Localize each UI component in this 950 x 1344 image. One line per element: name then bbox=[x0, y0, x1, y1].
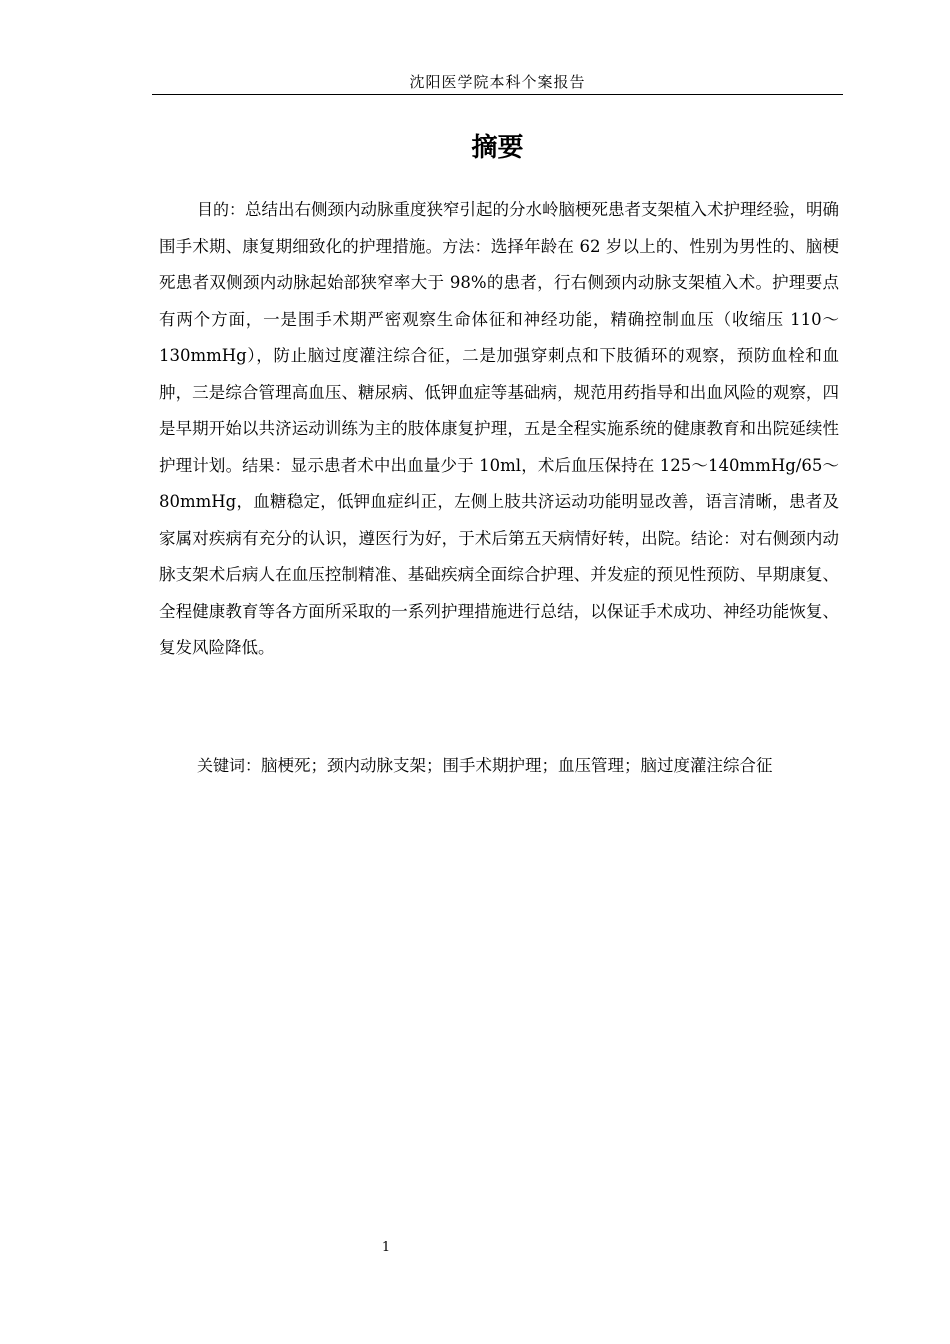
result-text: 显示患者术中出血量少于 10ml，术后血压保持在 125～140mmHg/65～80mmHg，血糖稳定，低钾血症纠正，左侧上肢共济运动功能明显改善，语言清晰，患者及家属对疾病有充分的认识，遵医行为好，于术后第五天病情好转，出院。 bbox=[159, 455, 839, 548]
abstract-title: 摘要 bbox=[471, 133, 524, 163]
result-label: 结果： bbox=[242, 455, 291, 475]
conclusion-label: 结论： bbox=[691, 528, 740, 548]
running-header bbox=[152, 72, 843, 95]
conclusion-text: 对右侧颈内动脉支架术后病人在血压控制精准、基础疾病全面综合护理、并发症的预见性预防、早期康复、全程健康教育等各方面所采取的一系列护理措施进行总结，以保证手术成功、神经功能恢复、复发风险降低。 bbox=[159, 528, 839, 657]
keywords-label: 关键词： bbox=[197, 756, 262, 775]
abstract-paragraph bbox=[159, 192, 839, 667]
method-label: 方法： bbox=[442, 236, 491, 256]
keywords-text: 脑梗死；颈内动脉支架；围手术期护理；血压管理；脑过度灌注综合征 bbox=[261, 756, 773, 775]
purpose-text: 总结出右侧颈内动脉重度狭窄引起的分水岭脑梗死患者支架植入术护理经验，明确围手术期、康复期细致化的护理措施。 bbox=[159, 200, 840, 256]
page-number: 1 bbox=[381, 1240, 391, 1255]
keywords-paragraph bbox=[159, 748, 839, 785]
header-text: 沈阳医学院本科个案报告 bbox=[409, 73, 586, 91]
method-text: 选择年龄在 62 岁以上的、性别为男性的、脑梗死患者双侧颈内动脉起始部狭窄率大于 98%的患者，行右侧颈内动脉支架植入术。护理要点有两个方面，一是围手术期严密观察生命体征和神经功能，精确控制血压（收缩压 110～130mmHg），防止脑过度灌注综合征，二是加强穿刺点和下肢循环的观察，预防血栓和血肿，三是综合管理高血压、糖尿病、低钾血症等基础病，规范用药指导和出血风险的观察，四是早期开始以共济运动训练为主的肢体康复护理，五是全程实施系统的健康教育和出院延续性护理计划。 bbox=[159, 236, 839, 475]
purpose-label: 目的： bbox=[197, 200, 246, 219]
